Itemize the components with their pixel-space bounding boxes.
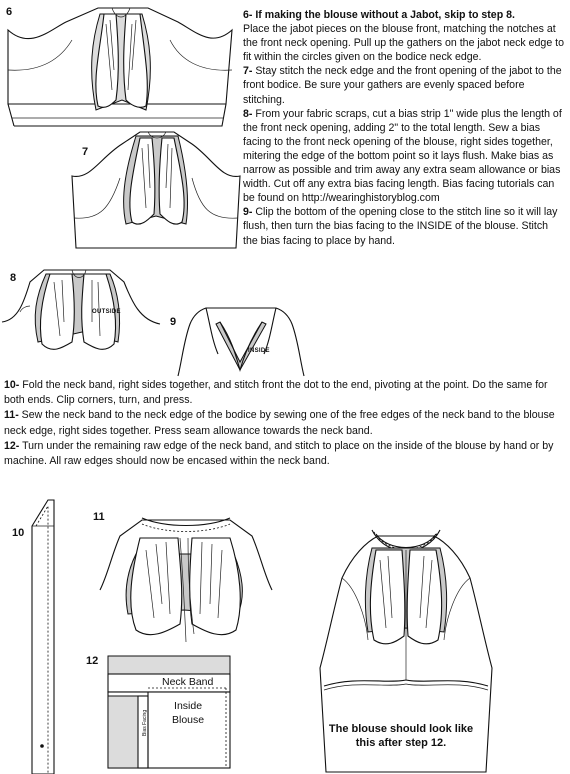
step-6-number: 6- — [243, 9, 253, 21]
step-11-text: Sew the neck band to the neck edge of the bodice by sewing one of the free edges of the neck band to the blouse neck edge, right sides together. Press seam allowance towards the neck band. — [4, 409, 555, 437]
step-10-number: 10- — [4, 379, 20, 391]
step-8-text: From your fabric scraps, cut a bias strip 1" wide plus the length of the front neck opening, adding 2" to the total length. Sew a bias facing to the front neck opening of the blouse, right sides together, mitering the edge of the bottom point so it lays flush. Make bias as narrow as possible and trim away any extra seam allowance or bias width. Cut off any extra bias facing length. Bias facing tutorials can be found on http://wearinghistoryblog.com — [243, 107, 562, 205]
step-6-heading — [243, 8, 565, 22]
step-11-number: 11- — [4, 409, 19, 422]
step-11 — [4, 408, 566, 438]
step-12-number: 12- — [4, 439, 20, 452]
inside-blouse-label: Inside Blouse — [172, 700, 205, 726]
step-6-body — [243, 22, 565, 64]
figure-11-illustration — [96, 514, 276, 654]
figure-10-number: 10 — [12, 527, 25, 539]
step-8 — [243, 107, 565, 206]
step-7-text: Stay stitch the neck edge and the front opening of the jabot to the front bodice. Be sure your gathers are evenly spaced before stitching. — [243, 65, 562, 106]
neck-band-label: Neck Band — [162, 676, 214, 688]
figure-8-number: 8 — [10, 272, 17, 284]
final-caption: The blouse should look like this after step 12. — [328, 723, 474, 749]
figure-9-number: 9 — [170, 316, 177, 328]
steps-10-12-text — [4, 378, 566, 469]
step-6-heading-text: If making the blouse without a Jabot, skip to step 8. — [252, 9, 515, 21]
inside-label: INSIDE — [248, 348, 270, 354]
step-6-body-text: Place the jabot pieces on the blouse front, matching the notches at the front neck opening. Pull up the gathers on the jabot neck edge to fit within the circles given on the bodice neck edge. — [243, 23, 564, 64]
step-7 — [243, 64, 565, 106]
figure-8-illustration — [0, 262, 168, 372]
step-9-text: Clip the bottom of the opening close to the stitch line so it will lay flush, then turn the bias facing to the INSIDE of the blouse. Stitch the bias facing to place by hand. — [243, 206, 558, 247]
step-10-text: Fold the neck band, right sides together, and stitch front the dot to the end, pivoting at the point. Do the same for both ends. Clip corners, turn, and press. — [4, 379, 548, 407]
figure-9-illustration — [176, 300, 306, 376]
figure-12-cross-section — [108, 654, 232, 772]
figure-12-number: 12 — [86, 655, 99, 667]
figure-7-illustration — [70, 128, 242, 258]
figure-11-number: 11 — [93, 511, 105, 523]
outside-label: OUTSIDE — [92, 309, 121, 315]
step-12 — [4, 439, 566, 469]
step-10 — [4, 378, 566, 408]
steps-6-9-text — [243, 8, 565, 248]
step-7-number: 7- — [243, 65, 253, 78]
figure-6-illustration — [0, 0, 240, 140]
figure-7-number: 7 — [82, 146, 89, 158]
step-12-text: Turn under the remaining raw edge of the neck band, and stitch to place on the inside of the blouse by hand or by machine. All raw edges should now be encased within the neck band. — [4, 439, 554, 468]
figure-6-number: 6 — [6, 6, 13, 18]
figure-10-neck-band-illustration — [28, 496, 62, 774]
step-8-number: 8- — [243, 107, 253, 120]
bias-facing-label: Bias Facing — [142, 709, 148, 736]
step-9-number: 9- — [243, 206, 253, 219]
step-9 — [243, 205, 565, 247]
